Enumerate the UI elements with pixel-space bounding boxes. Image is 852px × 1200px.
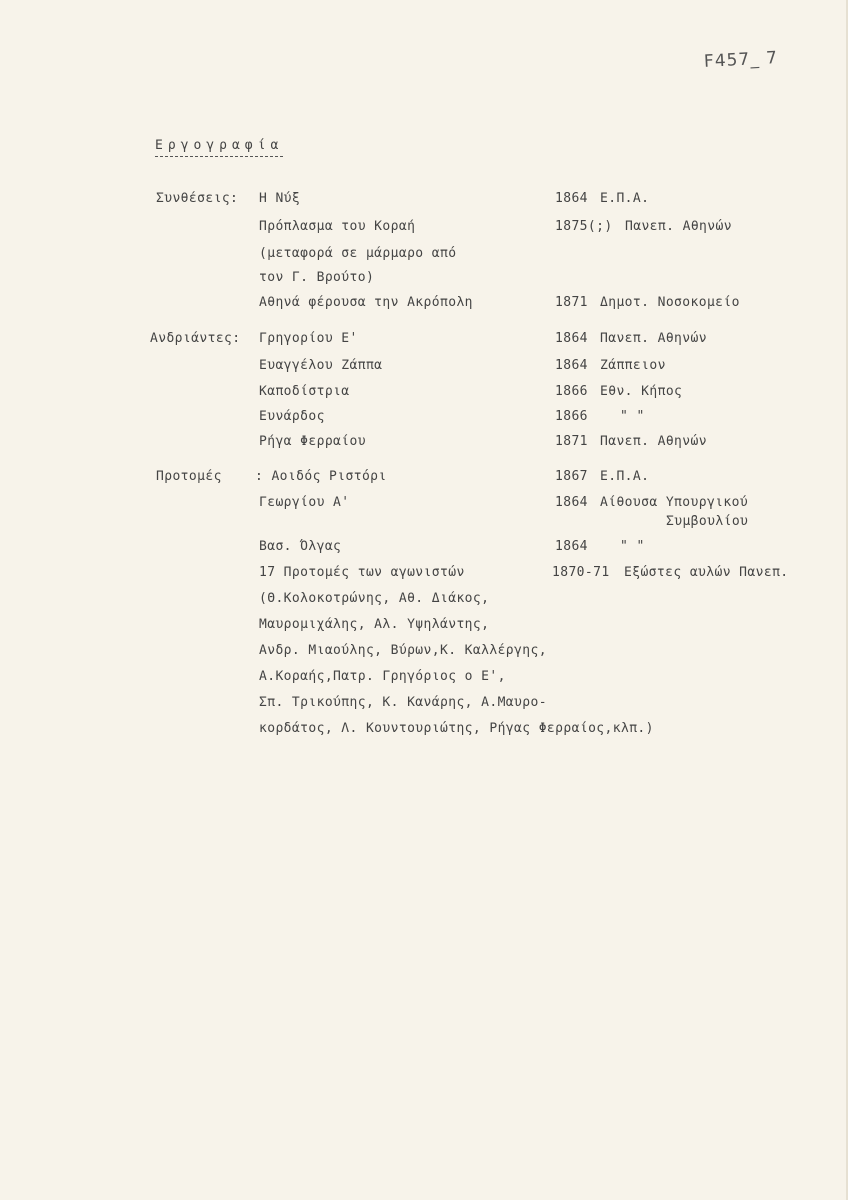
work-location: Εξώστες αυλών Πανεπ. [624, 565, 789, 580]
work-date: 1866 [555, 409, 588, 424]
work-title: Ευαγγέλου Ζάππα [259, 358, 383, 373]
work-title: Αθηνά φέρουσα την Ακρόπολη [259, 295, 473, 310]
work-title: Γεωργίου Α' [259, 495, 350, 510]
work-title: Πρόπλασμα του Κοραή [259, 219, 416, 234]
list-line: Ανδρ. Μιαούλης, Βύρων,Κ. Καλλέργης, [259, 643, 547, 658]
work-location: Πανεπ. Αθηνών [625, 219, 732, 234]
work-location-continued: Συμβουλίου [666, 514, 749, 529]
work-title: Βασ. Όλγας [259, 539, 342, 554]
work-title: τον Γ. Βρούτο) [259, 270, 375, 285]
list-line: κορδάτος, Λ. Κουντουριώτης, Ρήγας Φερραίος,κλπ.) [259, 721, 654, 736]
work-title: Ευνάρδος [259, 409, 325, 424]
work-location: Αίθουσα Υπουργικού [600, 495, 749, 510]
work-location: Ζάππειον [600, 358, 666, 373]
work-location: Εθν. Κήπος [600, 384, 683, 399]
list-line: Α.Κοραής,Πατρ. Γρηγόριος ο Ε', [259, 669, 506, 684]
work-title: Η Νύξ [259, 191, 301, 206]
ditto-mark: " " [620, 409, 645, 424]
list-line: (Θ.Κολοκοτρώνης, Αθ. Διάκος, [259, 591, 490, 606]
work-date: 1864 [555, 191, 588, 206]
work-date: 1864 [555, 539, 588, 554]
work-title: Γρηγορίου Ε' [259, 331, 358, 346]
work-location: Πανεπ. Αθηνών [600, 434, 707, 449]
work-date: 1867 [555, 469, 588, 484]
page-title: Εργογραφία [155, 138, 283, 157]
category-label: Συνθέσεις: [156, 191, 239, 206]
archive-reference: F457_ 7 [703, 48, 779, 72]
category-label: Προτομές [156, 469, 222, 484]
list-line: Σπ. Τρικούπης, Κ. Κανάρης, Α.Μαυρο- [259, 695, 547, 710]
work-location: Ε.Π.Α. [600, 191, 650, 206]
category-label: Ανδριάντες: [150, 331, 241, 346]
work-date: 1864 [555, 358, 588, 373]
work-date: 1866 [555, 384, 588, 399]
work-location: Πανεπ. Αθηνών [600, 331, 707, 346]
work-location: Δημοτ. Νοσοκομείο [600, 295, 740, 310]
work-date: 1875(;) [555, 219, 613, 234]
work-title: : Αοιδός Ριστόρι [255, 469, 387, 484]
work-title: Ρήγα Φερραίου [259, 434, 366, 449]
ditto-mark: " " [620, 539, 645, 554]
work-date: 1871 [555, 295, 588, 310]
work-date: 1871 [555, 434, 588, 449]
work-date: 1870-71 [552, 565, 610, 580]
work-title: 17 Προτομές των αγωνιστών [259, 565, 465, 580]
work-location: Ε.Π.Α. [600, 469, 650, 484]
work-date: 1864 [555, 495, 588, 510]
work-title: (μεταφορά σε μάρμαρο από [259, 246, 457, 261]
work-title: Καποδίστρια [259, 384, 350, 399]
list-line: Μαυρομιχάλης, Αλ. Υψηλάντης, [259, 617, 490, 632]
work-date: 1864 [555, 331, 588, 346]
